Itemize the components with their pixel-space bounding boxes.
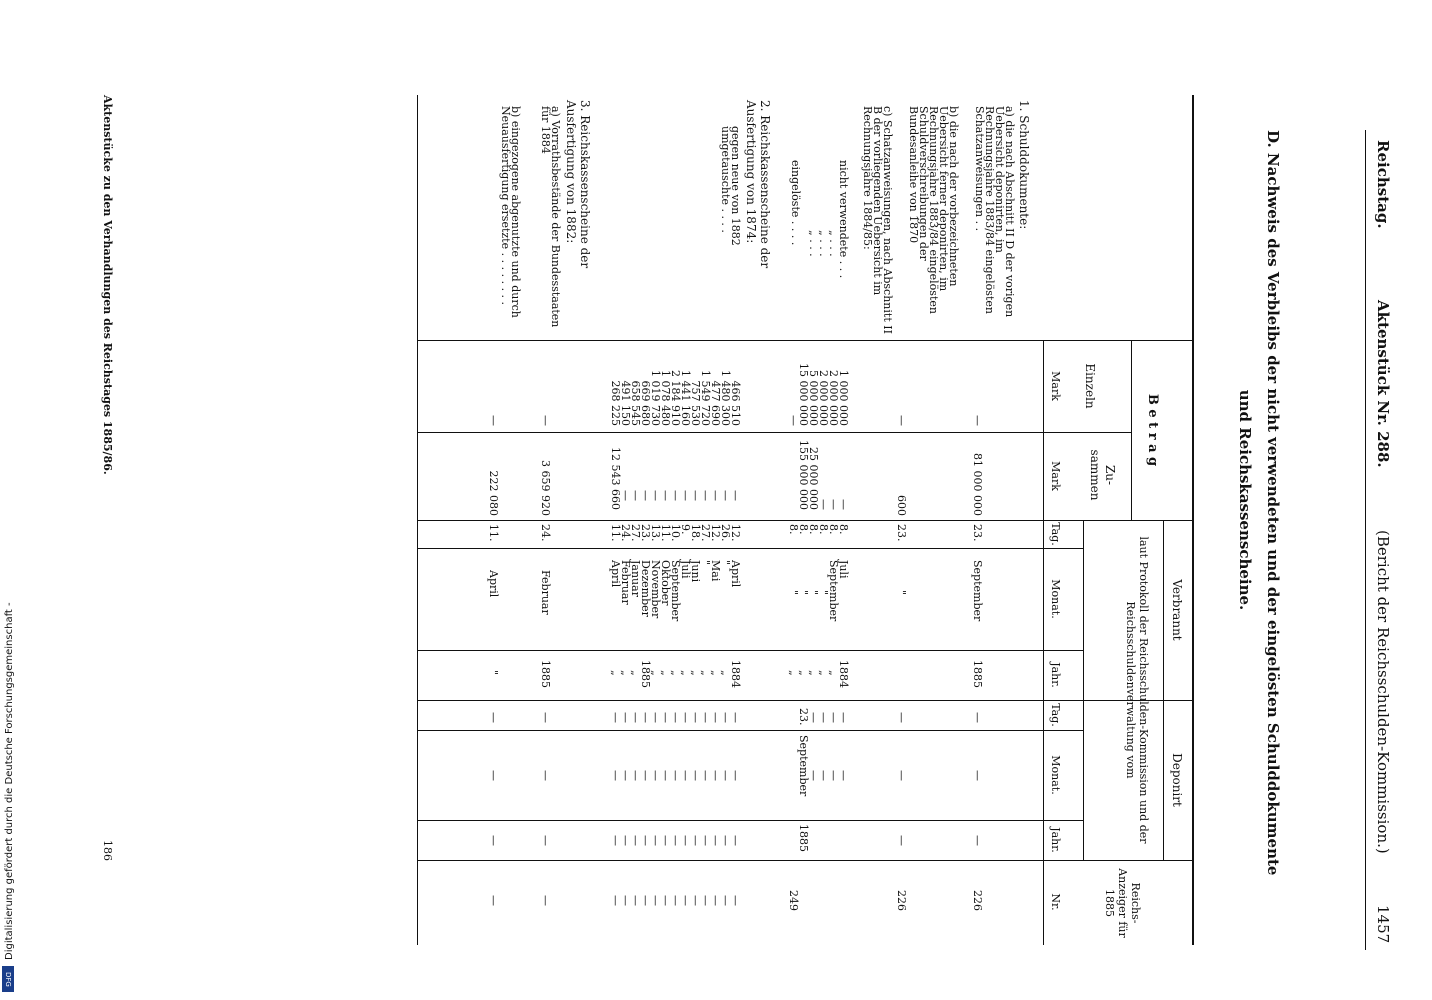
header-tag: Tag. bbox=[1049, 522, 1062, 546]
col-line-djahr bbox=[418, 860, 1194, 861]
r3a-reichsanzeiger: — bbox=[539, 895, 552, 906]
r3a-tag: 24. bbox=[539, 524, 552, 542]
header-einzeln: Einzeln bbox=[1083, 363, 1097, 409]
col-line-dtag bbox=[418, 730, 1084, 731]
r1b-tag: 23. bbox=[895, 524, 908, 542]
betrag-split-rule bbox=[1131, 340, 1132, 520]
header-monat: Monat. bbox=[1049, 579, 1062, 619]
header-reichstag: Reichstag. bbox=[1374, 140, 1392, 229]
r2-line: 1 480 300 — 26. " „ — — — — bbox=[719, 370, 732, 906]
col-line-tag bbox=[418, 548, 1084, 549]
label-1c-eingeloest: eingelöste . . . . bbox=[789, 160, 802, 246]
r3a-zusammen: 3 659 920 bbox=[539, 460, 552, 516]
footer-page: 186 bbox=[101, 840, 114, 861]
r3b-zusammen: 222 080 bbox=[487, 470, 500, 516]
r1b-dep-tag: — bbox=[895, 712, 908, 723]
r3b-dep-jahr: — bbox=[487, 835, 500, 846]
label-3b: b) eingezogene abgenutzte und durch Neuausfertigung ersetzte . . . . . . . . bbox=[499, 106, 522, 318]
label-1a: a) die nach Abschnitt II D der vorigen Uebersicht deponirten, im Rechnungsjahre 1883/84 eingelösten Schatzanweisungen . . bbox=[973, 106, 1016, 318]
r3b-dep-tag: — bbox=[487, 712, 500, 723]
header-laut-protokoll: laut Protokoll der Reichsschulden-Kommission und der Reichsschuldenverwaltung vom bbox=[1124, 536, 1150, 844]
r1b-dep-monat: — bbox=[895, 770, 908, 781]
label-1b: b) die nach der vorbezeichneten Uebersicht ferner deponirten, im Rechnungsjahre 1883/84 eingelösten Schuldverschreibungen der Bundesanleihe von 1870 bbox=[907, 106, 960, 314]
r1c-line-5: 15 000 000 155 000 000 8. " „ 23. September 1885 bbox=[797, 363, 810, 852]
header-dep-tag: Tag. bbox=[1049, 703, 1062, 727]
header-dep-jahr: Jahr. bbox=[1049, 827, 1062, 853]
r3b-einzeln: — bbox=[487, 415, 500, 426]
label-section-2: 2. Reichskassenscheine der Ausfertigung von 1874: bbox=[744, 100, 772, 269]
r2-line: 1 441 160 — 9. Juli „ — — — — bbox=[679, 370, 692, 906]
r3b-reichsanzeiger: — bbox=[487, 895, 500, 906]
ditto-3: „ . . . bbox=[807, 230, 820, 257]
r1c-line-6: — 8. " „ 249 bbox=[787, 415, 800, 911]
r1c-line-4: 5 000 000 25 000 000 8. " „ — — bbox=[807, 370, 820, 781]
r1c-line-1: 1 000 000 — 8. Juli 1884 — — bbox=[837, 370, 850, 781]
r1a-dep-tag: — bbox=[971, 712, 984, 723]
document-canvas: Reichstag. Aktenstück Nr. 288. (Bericht der Reichsschulden-Kommission.) 1457 D. Nachweis des Verbleibs der nicht verwendeten und der eingelösten Schulddokumente und Reichskassenscheine. B e t r a g Einzeln Zu-sammen Mark Mark Verbrannt Deponirt laut Protokoll der Reichsschulden-Kommission und der Reichsschuldenverwaltung vom Tag. Monat. Jahr. Tag. Monat. Jahr. Reichs-Anzeiger für 1885 Nr. 1. Schulddokumente: a) die nach Abschnitt II D der vorigen Uebersicht deponirten, im Rechnungsjahre 1883/84 eingelösten Schatzanweisungen . . b) die nach der vorbezeichneten Uebersicht ferner deponirten, im Rechnungsjahre 1883/84 eingelösten Schuldverschreibungen der Bundesanleihe von 1870 c) Schatzanweisungen, nach Abschnitt II B der vorliegenden Uebersicht im Rechnungsjahre 1884/85: nicht verwendete . . . „ . . . „ . . . „ . . . eingelöste . . . . 2. Reichskassenscheine der Ausfertigung von 1874: gegen neue von 1882 umgetauschte . . . . 3. Reichskassenscheine der Ausfertigung von 1882: a) Vorrathsbestände der Bundesstaaten für 1884 b) eingezogene abgenutzte und durch Neuausfertigung ersetzte . . . . . . . . — 81 000 000 23. September 1885 — — — 226 — 600 23. " — — — 226 1 000 000 — 8. Juli 1884 — — 2 000 000 — 8. September „ — — 2 000 000 — 8. " „ — — 5 000 000 25 000 000 8. " „ — — 15 000 000 155 000 000 8. " „ 23. September 1885 — 8. " „ 249 466 510 — 12. April 1884 — — — — 1 480 300 — 26. " „ — — — — 477 690 — 12. Mai „ — — — — 1 549 720 — 27. " „ — — — — 757 530 — 18. Juni „ — — — — 1 441 160 — 9. Juli „ — — — — 2 184 910 — 10. September „ — — — — 1 078 480 — 11. Oktober „ — — — — 1 019 730 — 13. November „ — — — — 669 680 — 23. Dezember 1885 — — — — 658 545 — 27. Januar „ — — — — 491 150 — 24. Februar „ — — — — 268 225 12 543 660 11. April „ — — — — — 3 659 920 24. Februar 1885 — — — — — 222 080 11. April " — — — — Aktenstücke zu den Verhandlungen des Reichstages 1885/86. 186 Digitalisierung gefördert durch die Deutsche Forschungsgemeinschaft - DFG bbox=[0, 0, 1432, 1000]
header-dep-monat: Monat. bbox=[1049, 755, 1062, 795]
deponirt-split-rule bbox=[1163, 700, 1164, 860]
r1a-tag: 23. bbox=[971, 524, 984, 542]
r3a-dep-jahr: — bbox=[539, 835, 552, 846]
r3a-jahr: 1885 bbox=[539, 660, 552, 688]
r3b-dep-monat: — bbox=[487, 770, 500, 781]
r2-line: 1 019 730 — 13. November „ — — — — bbox=[649, 370, 662, 906]
r1a-dep-jahr: — bbox=[971, 835, 984, 846]
r2-line: 658 545 — 27. Januar „ — — — — bbox=[629, 380, 642, 906]
section-title-line2: und Reichskassenscheine. bbox=[1236, 389, 1254, 611]
header-mark-zusammen: Mark bbox=[1049, 461, 1062, 491]
header-mark-einzeln: Mark bbox=[1049, 371, 1062, 401]
r2-line: 477 690 — 12. Mai „ — — — — bbox=[709, 380, 722, 906]
label-1c-nicht: nicht verwendete . . . bbox=[837, 160, 850, 279]
r1a-einzeln: — bbox=[971, 415, 984, 426]
r2-line: 757 530 — 18. Juni „ — — — — bbox=[689, 380, 702, 906]
r1b-einzeln: — bbox=[895, 415, 908, 426]
r1c-line-3: 2 000 000 — 8. " „ — — bbox=[817, 370, 830, 781]
r1a-monat: September bbox=[971, 560, 984, 622]
r3b-jahr: " bbox=[487, 670, 500, 676]
header-bottom-rule bbox=[1043, 340, 1044, 945]
header-betrag: B e t r a g bbox=[1145, 393, 1160, 467]
header-nr: Nr. bbox=[1049, 893, 1062, 911]
r2-line: 466 510 — 12. April 1884 — — — — bbox=[729, 380, 742, 906]
ditto-2: „ . . . bbox=[817, 230, 830, 257]
r1c-line-2: 2 000 000 — 8. September „ — — bbox=[827, 370, 840, 781]
header-zusammen: Zu-sammen bbox=[1088, 449, 1117, 501]
dfg-logo-icon: DFG bbox=[2, 966, 14, 992]
header-verbrannt: Verbrannt bbox=[1170, 579, 1184, 641]
header-reichsanzeiger: Reichs-Anzeiger für 1885 bbox=[1103, 868, 1142, 938]
footer-aktenstuecke: Aktenstücke zu den Verhandlungen des Reichstages 1885/86. bbox=[101, 95, 114, 475]
r3b-monat: April bbox=[487, 570, 500, 598]
r3a-monat: Februar bbox=[539, 570, 552, 615]
r2-line: 268 225 12 543 660 11. April „ — — — — bbox=[609, 380, 622, 906]
r1a-reichsanzeiger: 226 bbox=[971, 890, 984, 911]
ditto-1: „ . . . bbox=[827, 230, 840, 257]
label-1c: c) Schatzanweisungen, nach Abschnitt II B der vorliegenden Uebersicht im Rechnungsjahre 1884/85: bbox=[861, 106, 894, 334]
r1b-monat: " bbox=[895, 590, 908, 596]
section-title-line1: D. Nachweis des Verbleibs der nicht verwendeten und der eingelösten Schulddokumente bbox=[1264, 130, 1282, 876]
r2-line: 491 150 — 24. Februar „ — — — — bbox=[619, 380, 632, 906]
r1b-reichsanzeiger: 226 bbox=[895, 890, 908, 911]
r3b-tag: 11. bbox=[487, 524, 500, 542]
protokoll-split-rule bbox=[1083, 520, 1084, 860]
r3a-dep-monat: — bbox=[539, 770, 552, 781]
label-3a: a) Vorrathsbestände der Bundesstaaten für 1884 bbox=[539, 106, 562, 328]
label-2-text: gegen neue von 1882 umgetauschte . . . . bbox=[719, 126, 742, 246]
r2-line: 2 184 910 — 10. September „ — — — — bbox=[669, 370, 682, 906]
verbrannt-split-rule bbox=[1163, 520, 1164, 700]
r1a-dep-monat: — bbox=[971, 770, 984, 781]
header-aktenstueck: Aktenstück Nr. 288. bbox=[1374, 300, 1392, 468]
label-schulddokumente: 1. Schulddokumente: bbox=[1017, 100, 1031, 230]
label-section-3: 3. Reichskassenscheine der Ausfertigung von 1882: bbox=[564, 100, 592, 269]
col-line-dmonat bbox=[418, 820, 1084, 821]
header-jahr: Jahr. bbox=[1049, 662, 1062, 688]
col-line-einzeln bbox=[418, 432, 1132, 433]
r3a-einzeln: — bbox=[539, 415, 552, 426]
r3a-dep-tag: — bbox=[539, 712, 552, 723]
col-line-monat bbox=[418, 650, 1084, 651]
r2-line: 669 680 — 23. Dezember 1885 — — — — bbox=[639, 380, 652, 906]
r2-line: 1 078 480 — 11. Oktober „ — — — — bbox=[659, 370, 672, 906]
r1b-zusammen: 600 bbox=[895, 495, 908, 516]
header-bericht: (Bericht der Reichsschulden-Kommission.) bbox=[1374, 530, 1392, 854]
r2-line: 1 549 720 — 27. " „ — — — — bbox=[699, 370, 712, 906]
r1a-jahr: 1885 bbox=[971, 660, 984, 688]
header-rule bbox=[1365, 130, 1366, 950]
header-deponirt: Deponirt bbox=[1170, 753, 1184, 807]
page-number: 1457 bbox=[1374, 905, 1392, 944]
r1b-dep-jahr: — bbox=[895, 835, 908, 846]
r1a-zusammen: 81 000 000 bbox=[971, 453, 984, 516]
